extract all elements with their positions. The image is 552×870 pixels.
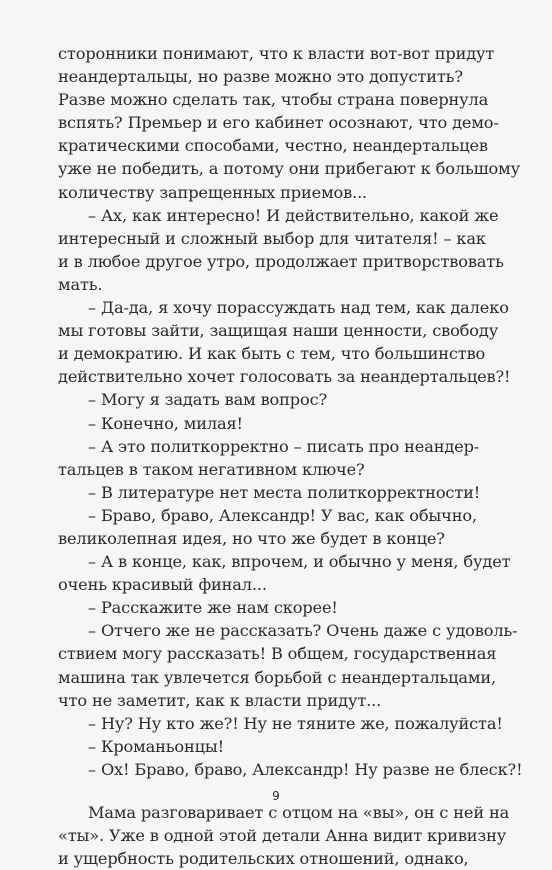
text-line: – Отчего же не рассказать? Очень даже с удоволь- [88,621,518,641]
text-line: действительно хочет голосовать за неандертальцев?! [58,367,511,387]
text-line: – Ну? Ну кто же?! Ну не тяните же, пожалуйста! [88,713,503,733]
text-line: «ты». Уже в одной этой детали Анна видит кривизну [58,826,507,846]
text-line: количеству запрещенных приемов... [58,182,368,202]
text-line: – Браво, браво, Александр! У вас, как обычно, [88,505,477,525]
text-line: и демократию. И как быть с тем, что большинство [58,344,486,364]
text-line: вспять? Премьер и его кабинет осознают, что демо- [58,113,499,133]
text-line: мать. [58,274,103,294]
text-line: – Конечно, милая! [88,413,243,433]
text-line: ствием могу рассказать! В общем, государственная [58,644,497,664]
text-line: – А это политкорректно – писать про неандер- [88,436,480,456]
body-text [58,42,523,870]
text-line: машина так увлечется борьбой с неандертальцами, [58,667,496,687]
text-line: что не заметит, как к власти придут... [58,690,382,710]
text-line: – Ах, как интересно! И действительно, какой же [88,205,499,225]
text-line: – Ох! Браво, браво, Александр! Ну разве не блеск?! [88,759,523,779]
text-line: сторонники понимают, что к власти вот-вот придут [58,44,495,63]
text-line: и ущербность родительских отношений, однако, [58,849,469,869]
text-line: Разве можно сделать так, чтобы страна повернула [58,90,489,110]
text-line: – А в конце, как, впрочем, и обычно у меня, будет [88,552,511,572]
text-line: кратическими способами, честно, неандертальцев [58,136,488,156]
text-line: мы готовы зайти, защищая наши ценности, свободу [58,321,499,341]
text-line: уже не победить, а потому они прибегают к большому [58,159,520,179]
text-line: – Могу я задать вам вопрос? [88,390,328,410]
text-line: – Расскажите же нам скорее! [88,598,338,618]
text-line: и в любое другое утро, продолжает притворствовать [58,251,504,271]
text-line: – Да-да, я хочу порассуждать над тем, как далеко [88,298,509,318]
text-line: тальцев в таком негативном ключе? [58,459,365,479]
text-line: великолепная идея, но что же будет в конце? [58,528,445,548]
text-line: неандертальцы, но разве можно это допустить? [58,67,463,87]
text-line: очень красивый финал... [58,575,267,595]
page-number: 9 [272,789,280,803]
text-line: интересный и сложный выбор для читателя! – как [58,228,486,248]
text-line: Мама разговаривает с отцом на «вы», он с ней на [88,803,510,822]
text-line: – В литературе нет места политкорректности! [88,482,481,502]
text-line: – Кроманьонцы! [88,736,224,756]
